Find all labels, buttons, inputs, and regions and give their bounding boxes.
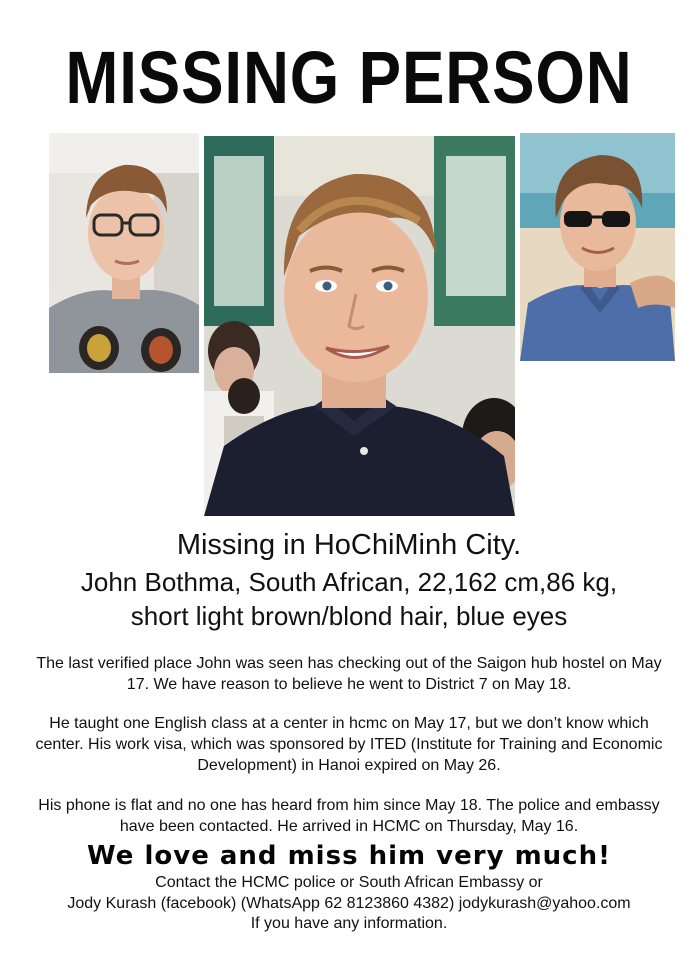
paragraph-last-seen: The last verified place John was seen has checking out of the Saigon hub hostel on May 17. We have reason to believe he went to District 7 on May 18. (36, 655, 662, 693)
photo-left-image (49, 133, 199, 373)
poster-title: MISSING PERSON (65, 36, 633, 119)
headline-identity: John Bothma, South African, 22,162 cm,86 kg, (80, 567, 618, 597)
photo-right-image (520, 133, 675, 361)
headline-location: Missing in HoChiMinh City. (176, 529, 522, 561)
headline-appearance: short light brown/blond hair, blue eyes (130, 601, 568, 631)
photo-center (204, 136, 515, 516)
photo-left (49, 133, 199, 373)
photo-right (520, 133, 675, 361)
contact-line-3: If you have any information. (250, 915, 448, 932)
contact-line-2: Jody Kurash (facebook) (WhatsApp 62 8123860 4382) jodykurash@yahoo.com (67, 895, 631, 912)
contact-line-1: Contact the HCMC police or South African Embassy or (155, 874, 543, 891)
paragraph-work: He taught one English class at a center in hcmc on May 17, but we don’t know which center. His work visa, which was sponsored by ITED (Institute for Training and Economic Development) in Hanoi expired on May 26. (35, 715, 663, 774)
slogan: We love and miss him very much! (87, 841, 611, 871)
paragraph-contact-status: His phone is flat and no one has heard from him since May 18. The police and embassy have been contacted. He arrived in HCMC on Thursday, May 16. (38, 797, 660, 835)
photo-center-image (204, 136, 515, 516)
